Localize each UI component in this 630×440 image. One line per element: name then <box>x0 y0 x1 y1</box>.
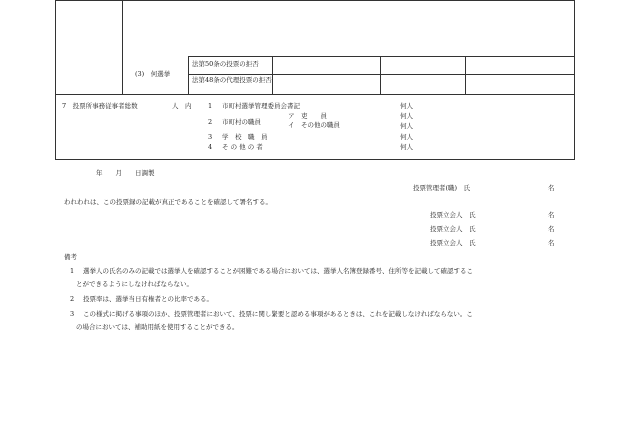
note-number: 2 <box>70 295 75 303</box>
staff-unit-label: 人 内 <box>172 102 192 110</box>
note-text-continuation: とができるようにしなければならない。 <box>76 280 193 288</box>
manager-name-suffix: 名 <box>548 184 555 192</box>
staff-item-num: 1 <box>208 102 213 110</box>
staff-subitem-label: イ その他の職員 <box>288 121 340 129</box>
proxy-refusal-item-label: 法第48条の代理投票の拒否 <box>192 76 272 84</box>
certification-statement: われわれは、この投票録の記載が真正であることを確認して署名する。 <box>64 198 272 206</box>
manager-name-label: 投票管理者(職) 氏 <box>413 184 471 192</box>
witness-name-suffix: 名 <box>548 211 555 219</box>
staff-item-num: 3 <box>208 133 213 141</box>
staff-subitem-value: 何人 <box>400 112 413 120</box>
staff-subitem-label: ア 吏 員 <box>288 112 327 120</box>
staff-item-label: 市町村選挙管理委員会書記 <box>222 102 300 110</box>
table-rule <box>272 56 273 94</box>
staff-item-value: 何人 <box>400 102 413 110</box>
witness-name-label: 投票立会人 氏 <box>430 225 476 233</box>
table-rule <box>465 56 466 94</box>
witness-name-suffix: 名 <box>548 239 555 247</box>
staff-item-value: 何人 <box>400 133 413 141</box>
notes-title: 備考 <box>64 253 77 261</box>
note-number: 3 <box>70 310 75 318</box>
refusal-item-label: 法第50条の投票の拒否 <box>192 60 259 68</box>
table-rule <box>380 56 381 94</box>
note-text: この様式に掲げる事項のほか、投票管理者において、投票に関し緊要と認める事項があるときは、これを記載しなければならない。こ <box>83 310 473 318</box>
witness-name-suffix: 名 <box>548 225 555 233</box>
table-rule <box>188 74 575 75</box>
staff-item-num: 4 <box>208 143 213 151</box>
staff-subitem-value: 何人 <box>400 122 413 130</box>
staff-total-heading: 7 投票所事務従事者総数 <box>62 102 138 110</box>
table-rule <box>188 56 189 94</box>
staff-item-label: 学 校 職 員 <box>222 133 268 141</box>
election-type-label: (3) 何選挙 <box>135 70 171 78</box>
note-text-continuation: の場合においては、補助用紙を使用することができる。 <box>76 323 239 331</box>
witness-name-label: 投票立会人 氏 <box>430 239 476 247</box>
staff-item-value: 何人 <box>400 143 413 151</box>
note-text: 投票率は、選挙当日有権者との比率である。 <box>83 295 213 303</box>
table-rule <box>122 0 123 94</box>
table-rule <box>55 94 575 95</box>
table-rule <box>188 56 575 57</box>
staff-item-label: 市町村の職員 <box>222 118 261 126</box>
witness-name-label: 投票立会人 氏 <box>430 211 476 219</box>
staff-item-num: 2 <box>208 118 213 126</box>
prepared-date-line: 年 月 日調製 <box>96 169 155 177</box>
staff-item-label: そ の 他 の 者 <box>222 143 263 151</box>
note-number: 1 <box>70 267 75 275</box>
note-text: 選挙人の氏名のみの記載では選挙人を確認することが困難である場合においては、選挙人名簿登録番号、住所等を記載して確認するこ <box>83 267 473 275</box>
table-outer-frame <box>55 0 575 160</box>
